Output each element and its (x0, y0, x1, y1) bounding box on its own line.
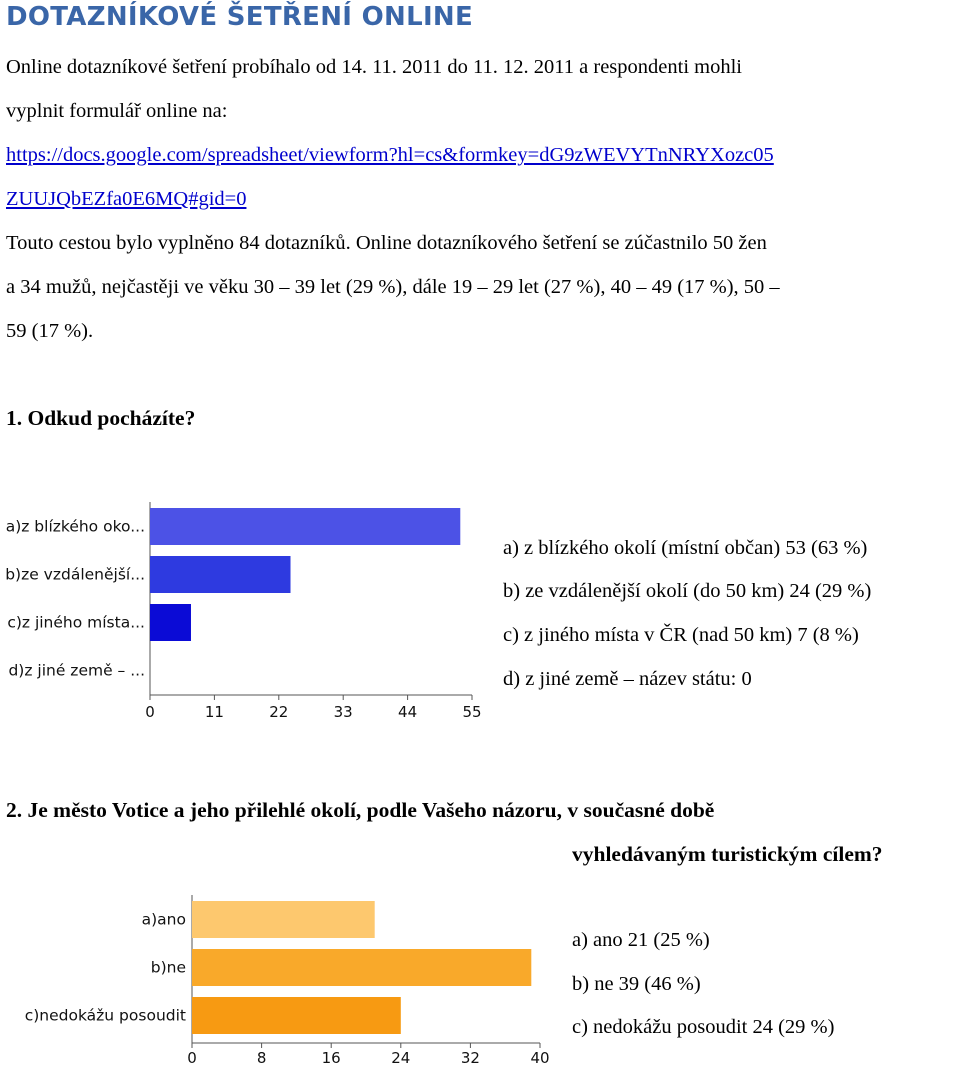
intro-line-5: 59 (17 %). (6, 320, 94, 342)
chart-2-category-label-0: a)ano (141, 910, 186, 929)
chart-2-category-label-1: b)ne (150, 958, 186, 977)
chart-2-bar-1 (192, 949, 531, 986)
chart-1-bar-1 (150, 556, 291, 593)
q1-answer-a: a) z blízkého okolí (místní občan) 53 (63 %) (503, 537, 868, 559)
intro-line-2: vyplnit formulář online na: (6, 100, 228, 122)
intro-line-4: a 34 mužů, nejčastěji ve věku 30 – 39 let (29 %), dále 19 – 29 let (27 %), 40 – 49 (17 %), 50 – (6, 276, 780, 298)
form-link-part-1[interactable]: https://docs.google.com/spreadsheet/viewform?hl=cs&formkey=dG9zWEVYTnNRYXozc05 (6, 144, 774, 166)
chart-1-tick-label-5: 55 (462, 703, 482, 721)
q1-answer-c: c) z jiného místa v ČR (nad 50 km) 7 (8 %) (503, 624, 859, 646)
chart-1-category-label-0: a)z blízkého oko... (5, 517, 145, 536)
form-link-part-2[interactable]: ZUUJQbEZfa0E6MQ#gid=0 (6, 188, 247, 210)
chart-1-category-label-2: c)z jiného místa... (7, 613, 145, 632)
chart-2-tick-label-3: 24 (391, 1049, 411, 1067)
page-title: DOTAZNÍKOVÉ ŠETŘENÍ ONLINE (6, 2, 474, 32)
question-2-title-line-1: 2. Je město Votice a jeho přilehlé okolí, podle Vašeho názoru, v současné době (6, 798, 715, 822)
chart-2-category-label-2: c)nedokážu posoudit (24, 1006, 186, 1025)
question-1-title: 1. Odkud pocházíte? (6, 406, 196, 430)
chart-2-tick-label-1: 8 (256, 1049, 267, 1067)
chart-1-bar-0 (150, 508, 460, 545)
intro-line-1: Online dotazníkové šetření probíhalo od 14. 11. 2011 do 11. 12. 2011 a respondenti mohli (6, 56, 742, 78)
intro-line-3: Touto cestou bylo vyplněno 84 dotazníků. Online dotazníkového šetření se zúčastnilo 50 žen (6, 232, 767, 254)
q1-answer-b: b) ze vzdálenější okolí (do 50 km) 24 (29 %) (503, 580, 872, 602)
chart-1-bar-2 (150, 604, 191, 641)
chart-2-tick-label-0: 0 (187, 1049, 197, 1067)
q2-answer-b: b) ne 39 (46 %) (572, 973, 701, 995)
chart-1-plot (5, 502, 549, 1067)
question-2-title-line-2: vyhledávaným turistickým cílem? (572, 842, 883, 866)
chart-1-tick-label-0: 0 (145, 703, 155, 721)
chart-1-tick-label-3: 33 (333, 703, 353, 721)
chart-1-category-label-1: b)ze vzdálenější... (5, 565, 145, 584)
chart-2-tick-label-4: 32 (460, 1049, 480, 1067)
q2-answer-a: a) ano 21 (25 %) (572, 929, 710, 951)
chart-2-tick-label-2: 16 (321, 1049, 341, 1067)
chart-2-bar-0 (192, 901, 375, 938)
chart-1-tick-label-1: 11 (204, 703, 224, 721)
q1-answer-d: d) z jiné země – název státu: 0 (503, 668, 752, 690)
chart-2-bar-2 (192, 997, 401, 1034)
chart-1-tick-label-4: 44 (398, 703, 418, 721)
chart-1-tick-label-2: 22 (269, 703, 289, 721)
q2-answer-c: c) nedokážu posoudit 24 (29 %) (572, 1016, 835, 1038)
chart-2-tick-label-5: 40 (530, 1049, 550, 1067)
chart-1-category-label-3: d)z jiné země – ... (8, 661, 145, 680)
